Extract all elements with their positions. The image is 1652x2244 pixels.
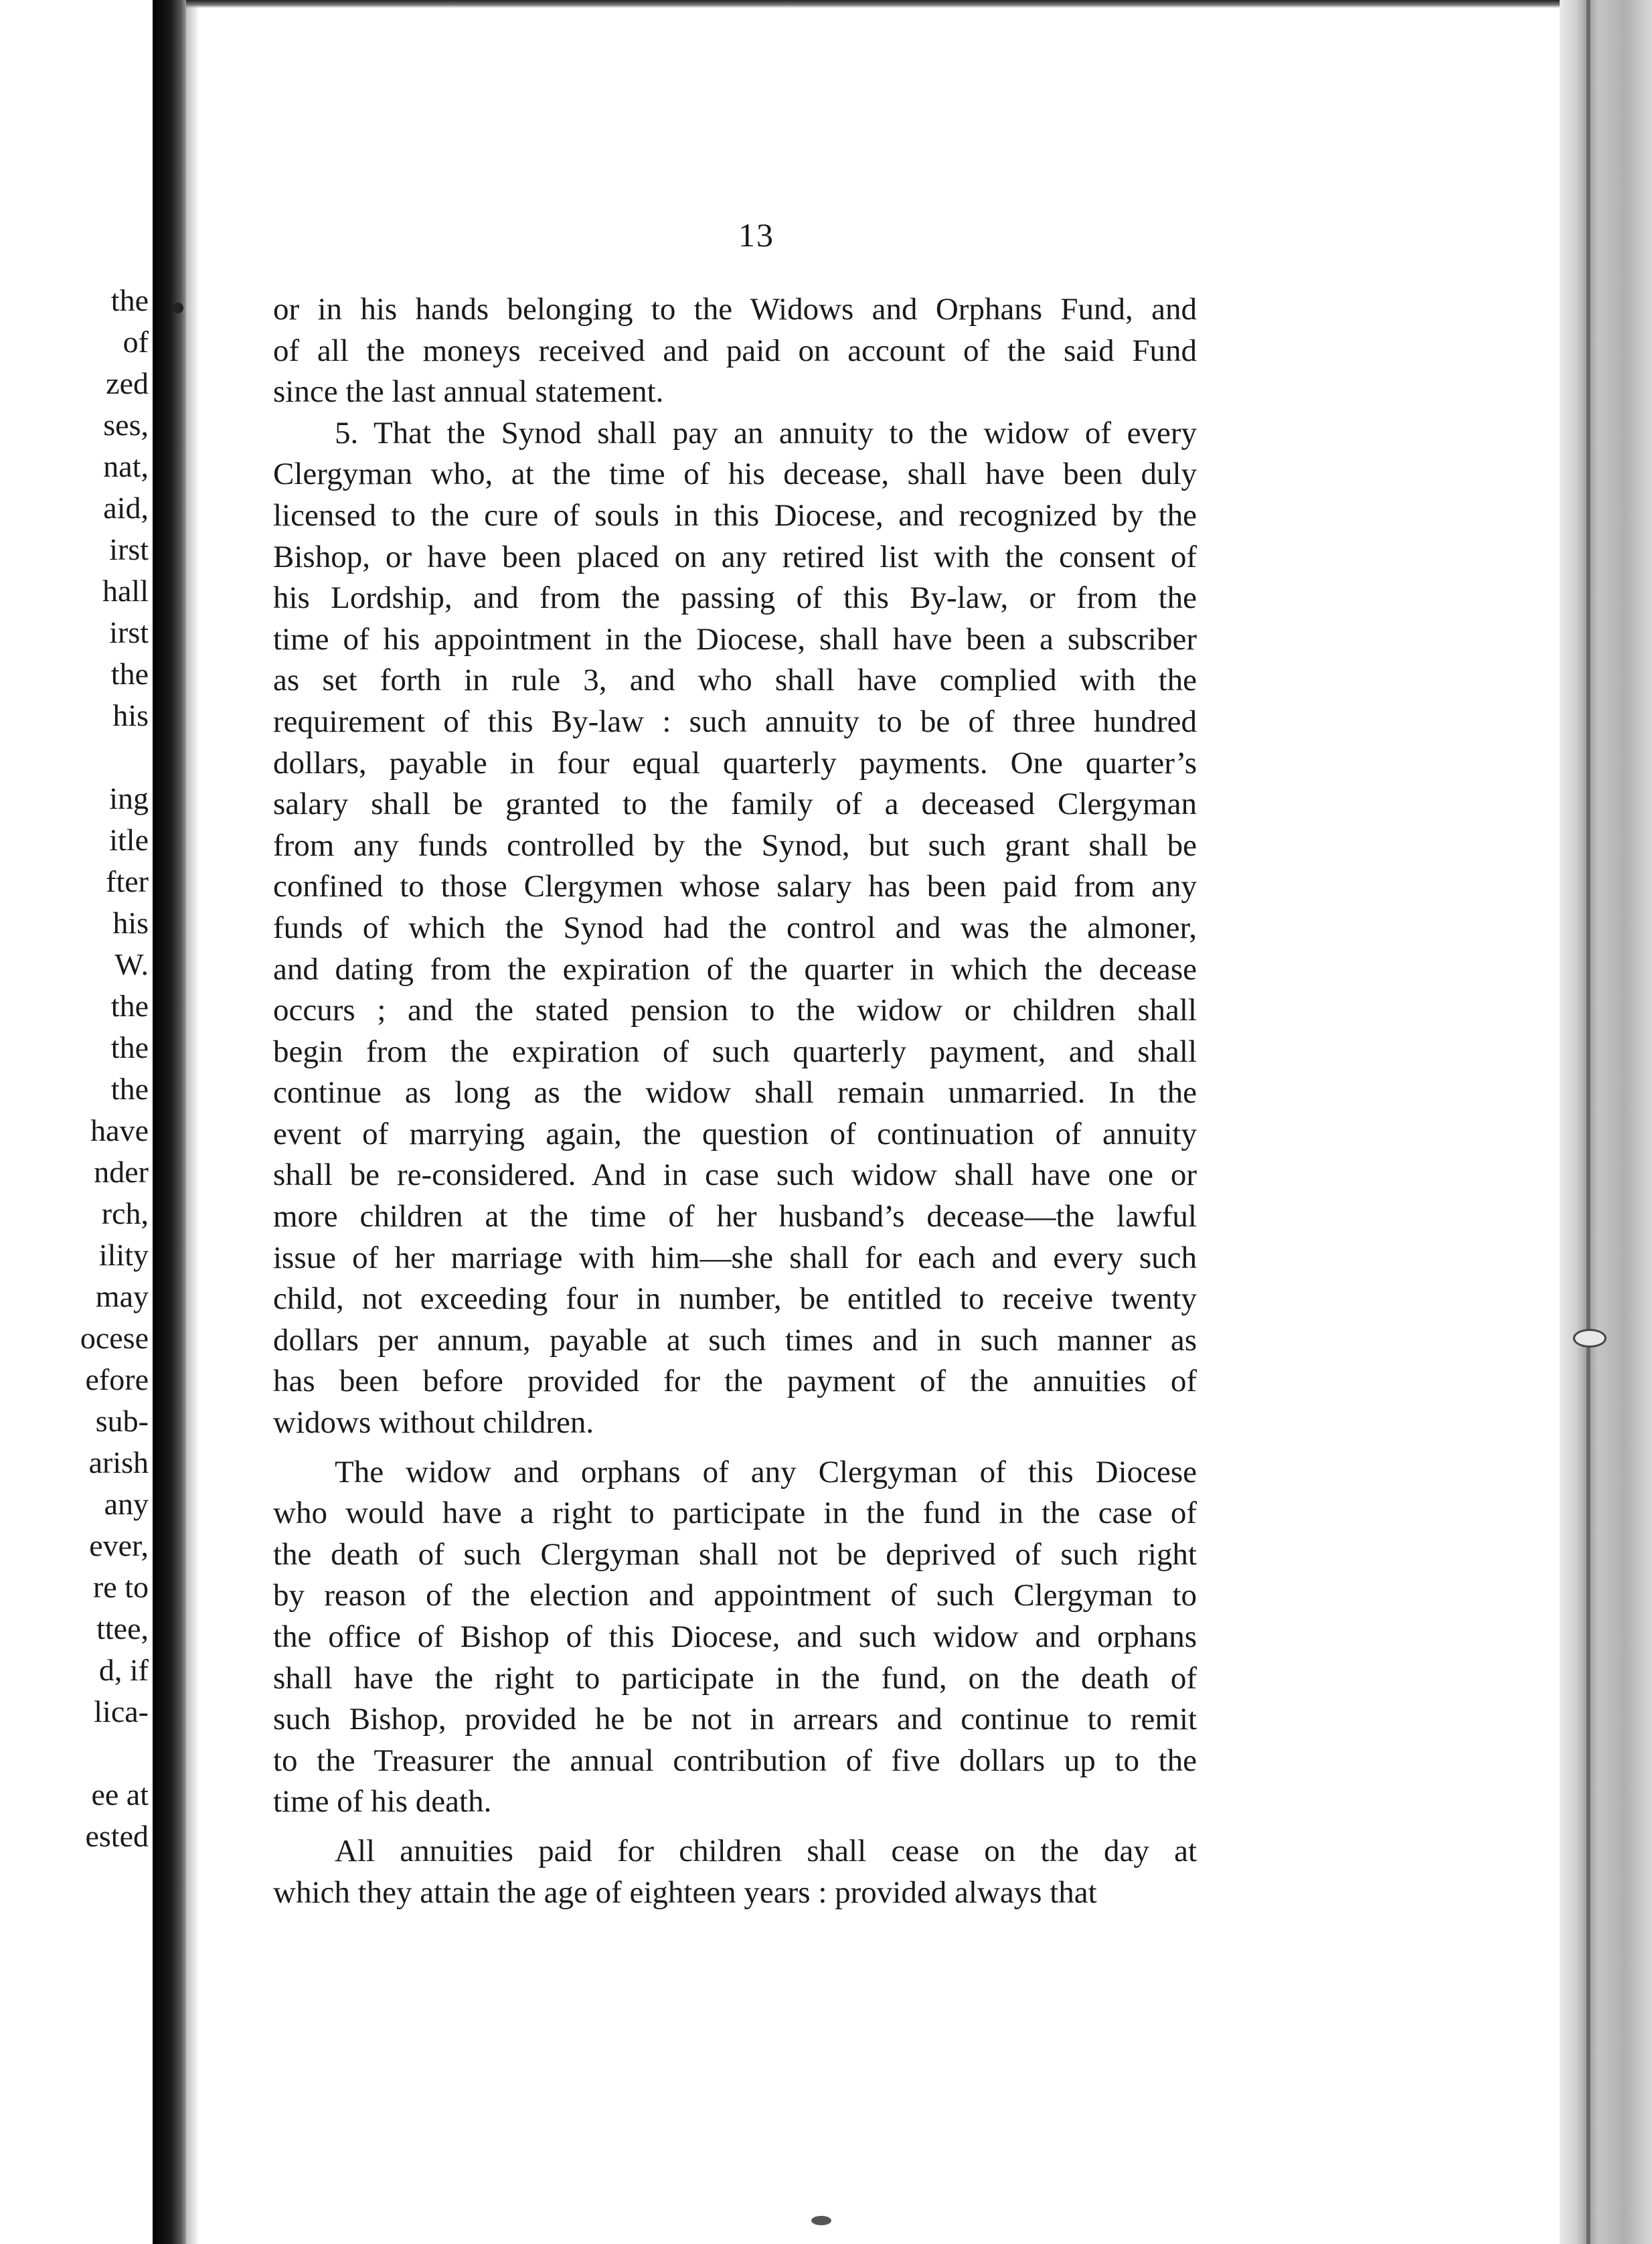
paragraph-children-clause: [273, 1831, 1197, 1913]
text-line: since the last annual statement.: [273, 374, 664, 410]
left-page-line: efore: [85, 1362, 149, 1396]
text-line: to the Treasurer the annual contribution of five dollars up to the: [273, 1743, 1197, 1778]
left-page-line: any: [104, 1487, 149, 1521]
left-page-line: zed: [106, 366, 149, 400]
text-line: who would have a right to participate in the fund in the case of: [273, 1496, 1197, 1531]
left-page-line: the: [110, 989, 149, 1023]
left-page-line: ility: [98, 1238, 149, 1272]
text-line: or in his hands belonging to the Widows and Orphans Fund, and: [273, 292, 1197, 327]
scan-speck: [811, 2216, 831, 2225]
left-page-line: hall: [102, 574, 149, 608]
page-top-edge: [186, 0, 1578, 8]
left-page-line: [0, 736, 153, 778]
scan-speck: [1573, 1329, 1606, 1348]
left-page-line: irst: [109, 532, 149, 566]
text-line: Clergyman who, at the time of his decease, shall have been duly: [273, 457, 1197, 492]
text-line: issue of her marriage with him—she shall for each and every such: [273, 1240, 1197, 1275]
paragraph-continuation: [273, 289, 1197, 413]
text-line: 5. That the Synod shall pay an annuity to the widow of every: [335, 415, 1197, 451]
text-line: licensed to the cure of souls in this Diocese, and recognized by the: [273, 497, 1197, 533]
text-line: of all the moneys received and paid on account of the said Fund: [273, 333, 1197, 368]
left-page-text-column: [0, 280, 153, 1857]
left-page-line: ing: [109, 781, 149, 815]
left-page-line: ocese: [80, 1321, 149, 1355]
text-line: shall have the right to participate in the fund, on the death of: [273, 1660, 1197, 1696]
left-page-line: itle: [109, 823, 149, 857]
left-page-line: aid,: [103, 491, 149, 525]
text-line: continue as long as the widow shall remain unmarried. In the: [273, 1075, 1197, 1111]
left-page-line: his: [112, 906, 149, 940]
left-page-line: re to: [92, 1570, 149, 1604]
left-page-line: ee at: [91, 1777, 149, 1812]
paragraph-bishop-clause: [273, 1452, 1197, 1823]
text-line: funds of which the Synod had the control and was the almoner,: [273, 910, 1197, 945]
text-line: shall be re-considered. And in case such widow shall have one or: [273, 1157, 1197, 1193]
left-page-line: rch,: [101, 1196, 149, 1230]
left-page-line: ses,: [103, 408, 149, 442]
text-line: child, not exceeding four in number, be entitled to receive twenty: [273, 1281, 1197, 1317]
text-line: begin from the expiration of such quarterly payment, and shall: [273, 1034, 1197, 1069]
left-page-line: [0, 1733, 153, 1774]
left-page-line: the: [110, 1072, 149, 1106]
text-line: requirement of this By-law : such annuity to be of three hundred: [273, 704, 1197, 739]
text-line: his Lordship, and from the passing of this By-law, or from the: [273, 580, 1197, 616]
left-page-line: of: [122, 325, 149, 359]
scan-speck: [173, 303, 183, 313]
left-page-line: arish: [88, 1445, 149, 1479]
text-line: confined to those Clergymen whose salary has been paid from any: [273, 869, 1197, 904]
text-line: the office of Bishop of this Diocese, and such widow and orphans: [273, 1619, 1197, 1654]
text-line: The widow and orphans of any Clergyman of this Diocese: [335, 1454, 1197, 1490]
left-page-line: the: [110, 657, 149, 691]
left-page-line: nat,: [103, 449, 149, 483]
text-line: All annuities paid for children shall cease on the day at: [335, 1833, 1197, 1868]
left-page-line: the: [110, 1030, 149, 1064]
left-page-fragment: [0, 0, 153, 2244]
book-gutter: [153, 0, 186, 2244]
text-line: which they attain the age of eighteen years : provided always that: [273, 1874, 1097, 1910]
text-line: time of his death.: [273, 1784, 492, 1820]
left-page-line: d, if: [98, 1653, 149, 1687]
text-line: event of marrying again, the question of continuation of annuity: [273, 1116, 1197, 1151]
text-line: by reason of the election and appointment of such Clergyman to: [273, 1578, 1197, 1613]
left-page-line: ever,: [89, 1528, 149, 1562]
text-line: dollars per annum, payable at such times and in such manner as: [273, 1322, 1197, 1358]
left-page-line: nder: [94, 1155, 149, 1189]
text-line: the death of such Clergyman shall not be deprived of such right: [273, 1536, 1197, 1572]
left-page-line: sub-: [95, 1404, 149, 1438]
page-right-edge: [1560, 0, 1652, 2244]
text-line: from any funds controlled by the Synod, but such grant shall be: [273, 827, 1197, 863]
text-line: Bishop, or have been placed on any retired list with the consent of: [273, 539, 1197, 574]
text-line: as set forth in rule 3, and who shall have complied with the: [273, 663, 1197, 698]
text-line: such Bishop, provided he be not in arrears and continue to remit: [273, 1702, 1197, 1737]
text-line: dollars, payable in four equal quarterly payments. One quarter’s: [273, 745, 1197, 781]
left-page-line: may: [95, 1279, 149, 1313]
text-line: and dating from the expiration of the quarter in which the decease: [273, 951, 1197, 987]
left-page-line: ested: [85, 1819, 149, 1853]
left-page-line: have: [90, 1113, 149, 1147]
paragraph-rule-5: [273, 413, 1197, 1444]
left-page-line: ttee,: [96, 1611, 149, 1646]
left-page-line: fter: [106, 864, 149, 898]
page-shadow: [186, 0, 199, 2244]
left-page-line: W.: [114, 947, 149, 981]
text-line: has been before provided for the payment of the annuities of: [273, 1364, 1197, 1399]
text-line: salary shall be granted to the family of a deceased Clergyman: [273, 787, 1197, 822]
page-number: 13: [738, 216, 774, 254]
left-page-line: lica-: [94, 1694, 149, 1729]
left-page-line: the: [110, 283, 149, 317]
text-line: time of his appointment in the Diocese, shall have been a subscriber: [273, 621, 1197, 657]
page-body-text: [273, 289, 1197, 1913]
text-line: more children at the time of her husband’s decease—the lawful: [273, 1199, 1197, 1234]
text-line: widows without children.: [273, 1405, 594, 1441]
left-page-line: his: [112, 698, 149, 732]
left-page-line: irst: [109, 615, 149, 649]
text-line: occurs ; and the stated pension to the widow or children shall: [273, 993, 1197, 1028]
